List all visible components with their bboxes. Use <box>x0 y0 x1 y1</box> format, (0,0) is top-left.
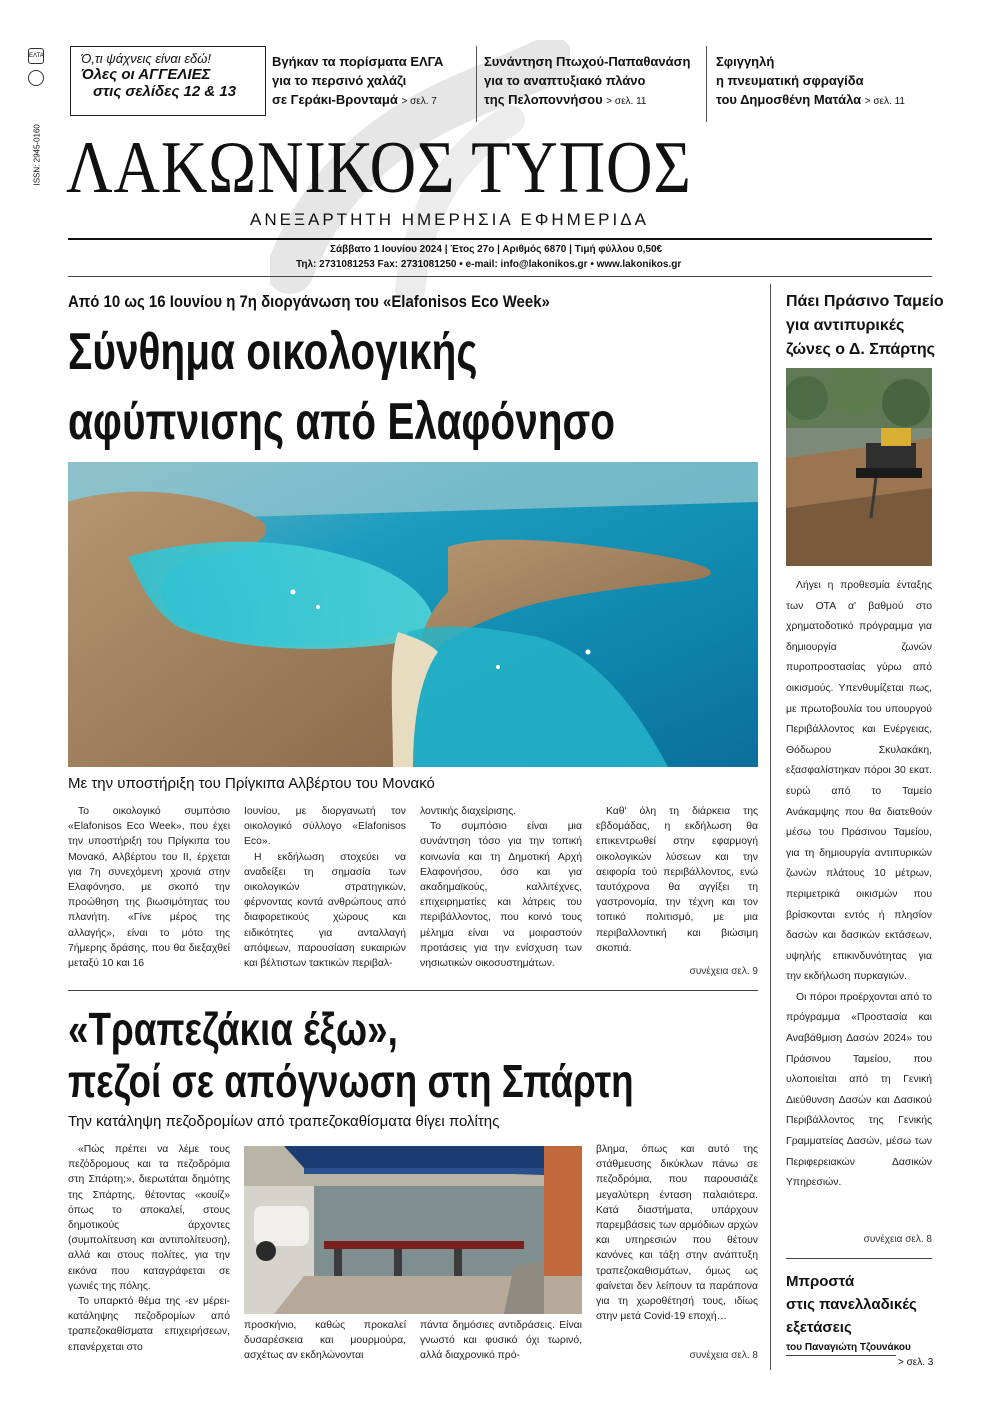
lead-paragraph-1: Το οικολογικό συμπόσιο «Elafonisos Eco Week», που έχει την υποστήριξη του Πρίγκιπα του Μονακό, Αλβέρτου του ΙΙ, έρχεται για 7η συνεχόμενη χρονιά στην Ελαφόνησο, με σκοπό την προώθηση της βιωσιμότητας του πλανήτη. «Γίνε μέρος της αλλαγής», είναι το μότο της 7ήμερης δράσης, που θα διεξαχθεί μεταξύ 10 και 16 <box>68 806 230 970</box>
teaser-line-3: του Δημοσθένη Ματάλα <box>716 92 862 107</box>
lead-headline-2: αφύπνισης από Ελαφόνησο <box>68 393 616 451</box>
teaser-line-3: της Πελοποννήσου <box>484 92 603 107</box>
exam-line-1: Μπροστά <box>786 1273 855 1290</box>
sidebar-body <box>786 576 932 1194</box>
contact-info: Τηλ: 2731081253 Fax: 2731081250 • e-mail: info@lakonikos.gr • www.lakonikos.gr <box>296 259 682 270</box>
second-headline-1: «Τραπεζάκια έξω», <box>68 1003 398 1055</box>
teaser-line-1: Βγήκαν τα πορίσματα ΕΛΓΑ <box>272 54 444 69</box>
issue-info: Σάββατο 1 Ιουνίου 2024 | Έτος 27ο | Αριθμός 6870 | Τιμή φύλλου 0,50€ <box>330 244 663 255</box>
lead-headline-1: Σύνθημα οικολογικής <box>68 323 478 381</box>
lead-paragraph-5: Το συμπόσιο είναι μια συνάντηση τόσο για την τοπική κοινωνία και τη Δημοτική Αρχή Ελαφονήσου, όσο και για ακαδημαϊκούς, καλλιτέχνες, επιχειρηματίες και λάτρεις του περιβάλλοντος, που κοινό τους μέλημα είναι να μοιραστούν προτάσεις για την ενίσχυση των νησιωτικών οικοσυστημάτων. <box>420 821 582 970</box>
exam-line-2: στις πανελλαδικές <box>786 1296 917 1313</box>
elta-logo: ΕΛΤΑ <box>28 48 44 64</box>
classifieds-line-3: στις σελίδες 12 & 13 <box>93 83 237 100</box>
teaser-meeting[interactable] <box>484 52 704 111</box>
sidebar-continued-link[interactable]: συνέχεια σελ. 8 <box>863 1234 932 1245</box>
exam-page-ref[interactable]: > σελ. 3 <box>898 1357 934 1368</box>
issn-number: ISSN: 2945-0160 <box>32 124 42 186</box>
lead-continued-link[interactable]: συνέχεια σελ. 9 <box>689 966 758 977</box>
lead-photo-elafonisos <box>68 462 758 767</box>
classifieds-box <box>70 46 266 116</box>
second-paragraph-3: προσκήνιο, καθώς προκαλεί δυσαρέσκεια και μουρμούρα, ασχέτως αν εκδηλώνονται <box>244 1320 406 1362</box>
lead-column-3 <box>420 804 582 971</box>
teaser-line-2: για το αναπτυξιακό πλάνο <box>484 73 646 88</box>
second-column-1 <box>68 1142 230 1355</box>
teaser-page-ref: > σελ. 7 <box>401 96 437 107</box>
sidebar-paragraph-1: Λήγει η προθεσμία ένταξης των ΟΤΑ α' βαθμού στο χρηματοδοτικό πρόγραμμα για δημιουργία ζωνών πυροπροστασίας γύρω από οικισμούς. Υπενθυμίζεται πως, με πρωτοβουλία του υπουργού Περιβάλλοντος και Ενέργειας, Θόδωρου Σκυλακάκη, εξασφαλίστηκαν πόροι 30 εκατ. ευρώ από το Ταμείο Ανάκαμψης που θα διατεθούν μέσω του Πράσινου Ταμείου, για τη δημιουργία αντιπυρικών ζωνών πλάτους 10 μέτρων, περιμετρικά οικισμών που βρίσκονται εντός ή πλησίον δασών και δασικών εκτάσεων, υψηλής επικινδυνότητας για την εκδήλωση πυρκαγιών. <box>786 580 932 983</box>
teaser-line-1: Συνάντηση Πτωχού-Παπαθανάση <box>484 54 691 69</box>
second-column-2 <box>244 1318 406 1364</box>
sidebar-headline-1: Πάει Πράσινο Ταμείο <box>786 293 944 310</box>
lead-kicker: Από 10 ως 16 Ιουνίου η 7η διοργάνωση του «Elafonisos Eco Week» <box>68 292 550 311</box>
lead-paragraph-3: Η εκδήλωση στοχεύει να αναδείξει τη σημασία των οικολογικών στρατηγικών, φέρνοντας κοντά ανθρώπους από διαφορετικούς χώρους και ειδικότητες για ανταλλαγή απόψεων, παρουσίαση ευκαιριών και βέλτιστων τακτικών περιβαλ- <box>244 851 406 970</box>
teaser-line-1: Σφιγγηλή <box>716 54 775 69</box>
lead-paragraph-4: λοντικής διαχείρισης. <box>420 806 517 817</box>
teaser-page-ref: > σελ. 11 <box>606 96 647 107</box>
issn-block <box>22 48 50 186</box>
certification-icon <box>28 70 44 86</box>
sidebar-headline-3: ζώνες ο Δ. Σπάρτης <box>786 341 935 358</box>
second-photo-cafe-tables <box>244 1146 582 1314</box>
second-column-4 <box>596 1142 758 1324</box>
sidebar-headline <box>786 290 944 362</box>
sidebar-photo-firebreak <box>786 368 932 566</box>
sidebar-paragraph-2: Οι πόροι προέρχονται από το πρόγραμμα «Προστασία και Αναβάθμιση Δασών 2024» του Πράσινου Ταμείου, που υλοποιείται από τη Γενική Διεύθυνση Δασών και Δασικού Περιβάλλοντος της Γενικής Γραμματείας Δασών, μέσω των Περιφερειακών Δασικών Υπηρεσιών. <box>786 991 932 1189</box>
second-paragraph-4: πάντα δημόσιες αντιδράσεις. Είναι γνωστό και φυσικό όχι τωρινό, αλλά διαχρονικό πρό- <box>420 1320 582 1362</box>
teaser-line-3: σε Γεράκι-Βρονταμά <box>272 92 398 107</box>
exam-teaser[interactable] <box>786 1270 936 1339</box>
teaser-elga[interactable] <box>272 52 472 111</box>
teaser-page-ref: > σελ. 11 <box>864 96 905 107</box>
lead-paragraph-6: Καθ' όλη τη διάρκεια της εβδομάδας, η εκδήλωση θα επικεντρωθεί στην εφαρμογή οικολογικών λύσεων και την αειφορία τού περιβάλλοντος, ενώ ταυτόχρονα θα αγγίξει τη γαστρονομία, την τέχνη και τον τοπικό πολιτισμό, με μια περιβαλλοντική και βιώσιμη σκοπιά. <box>596 806 758 954</box>
second-deck: Την κατάληψη πεζοδρομίων από τραπεζοκαθίσματα θίγει πολίτης <box>68 1113 500 1130</box>
second-paragraph-2: Το υπαρκτό θέμα της -εν μέρει- κατάληψης πεζοδρομίων από τραπεζοκαθίσματα επιχειρήσεων, επανέρχεται στο <box>68 1296 230 1353</box>
exam-line-3: εξετάσεις <box>786 1319 852 1336</box>
sidebar-headline-2: για αντιπυρικές <box>786 317 905 334</box>
second-paragraph-5: βλημα, όπως και αυτό της στάθμευσης δικύκλων πάνω σε πεζοδρόμια, που παρουσιάζε μεγαλύτερη ένταση παλαιότερα. Κατά διαστήματα, υπάρχουν παρεμβάσεις των αρμόδιων αρχών και υπηρεσιών που θέτουν κανόνες και τάξη στην ανάπτυξη τραπεζοκαθισμάτων, όμως ως φαίνεται δεν λείπουν τα παράπονα για τη χωροθέτησή τους, ιδίως στην μετά Covid-19 εποχή… <box>596 1144 758 1323</box>
classifieds-line-1: Ό,τι ψάχνεις είναι εδώ! <box>81 51 211 66</box>
lead-column-1 <box>68 804 230 971</box>
newspaper-subtitle: ΑΝΕΞΑΡΤΗΤΗ ΗΜΕΡΗΣΙΑ ΕΦΗΜΕΡΙΔΑ <box>250 210 649 229</box>
exam-author: του Παναγιώτη Τζουνάκου <box>786 1342 911 1353</box>
lead-column-2 <box>244 804 406 971</box>
teaser-sfiggili[interactable] <box>716 52 946 111</box>
lead-column-4 <box>596 804 758 956</box>
second-continued-link[interactable]: συνέχεια σελ. 8 <box>689 1350 758 1361</box>
second-paragraph-1: «Πώς πρέπει να λέμε τους πεζόδρομους και τα πεζοδρόμια στη Σπάρτη;», διερωτάται δημότης της Σπάρτης, θέτοντας «κουίζ» όπως το αποκαλεί, στους δημοτικούς άρχοντες (συμπολίτευση και αντιπολίτευση), αλλά και στους πολίτες, για την εικόνα που καταγράφεται σε γωνιές της πόλης. <box>68 1144 230 1292</box>
second-column-3 <box>420 1318 582 1364</box>
newspaper-title: ΛΑΚΩΝΙΚΟΣ ΤΥΠΟΣ <box>66 127 692 209</box>
classifieds-line-2: Όλες οι ΑΓΓΕΛΙΕΣ <box>81 66 211 83</box>
teaser-line-2: για το περσινό χαλάζι <box>272 73 407 88</box>
lead-photo-caption: Με την υποστήριξη του Πρίγκιπα Αλβέρτου του Μονακό <box>68 775 435 792</box>
teaser-line-2: η πνευματική σφραγίδα <box>716 73 864 88</box>
second-headline-2: πεζοί σε απόγνωση στη Σπάρτη <box>68 1055 634 1107</box>
lead-paragraph-2: Ιουνίου, με διοργανωτή τον οικολογικό σύλλογο «Elafonisos Eco». <box>244 806 406 848</box>
